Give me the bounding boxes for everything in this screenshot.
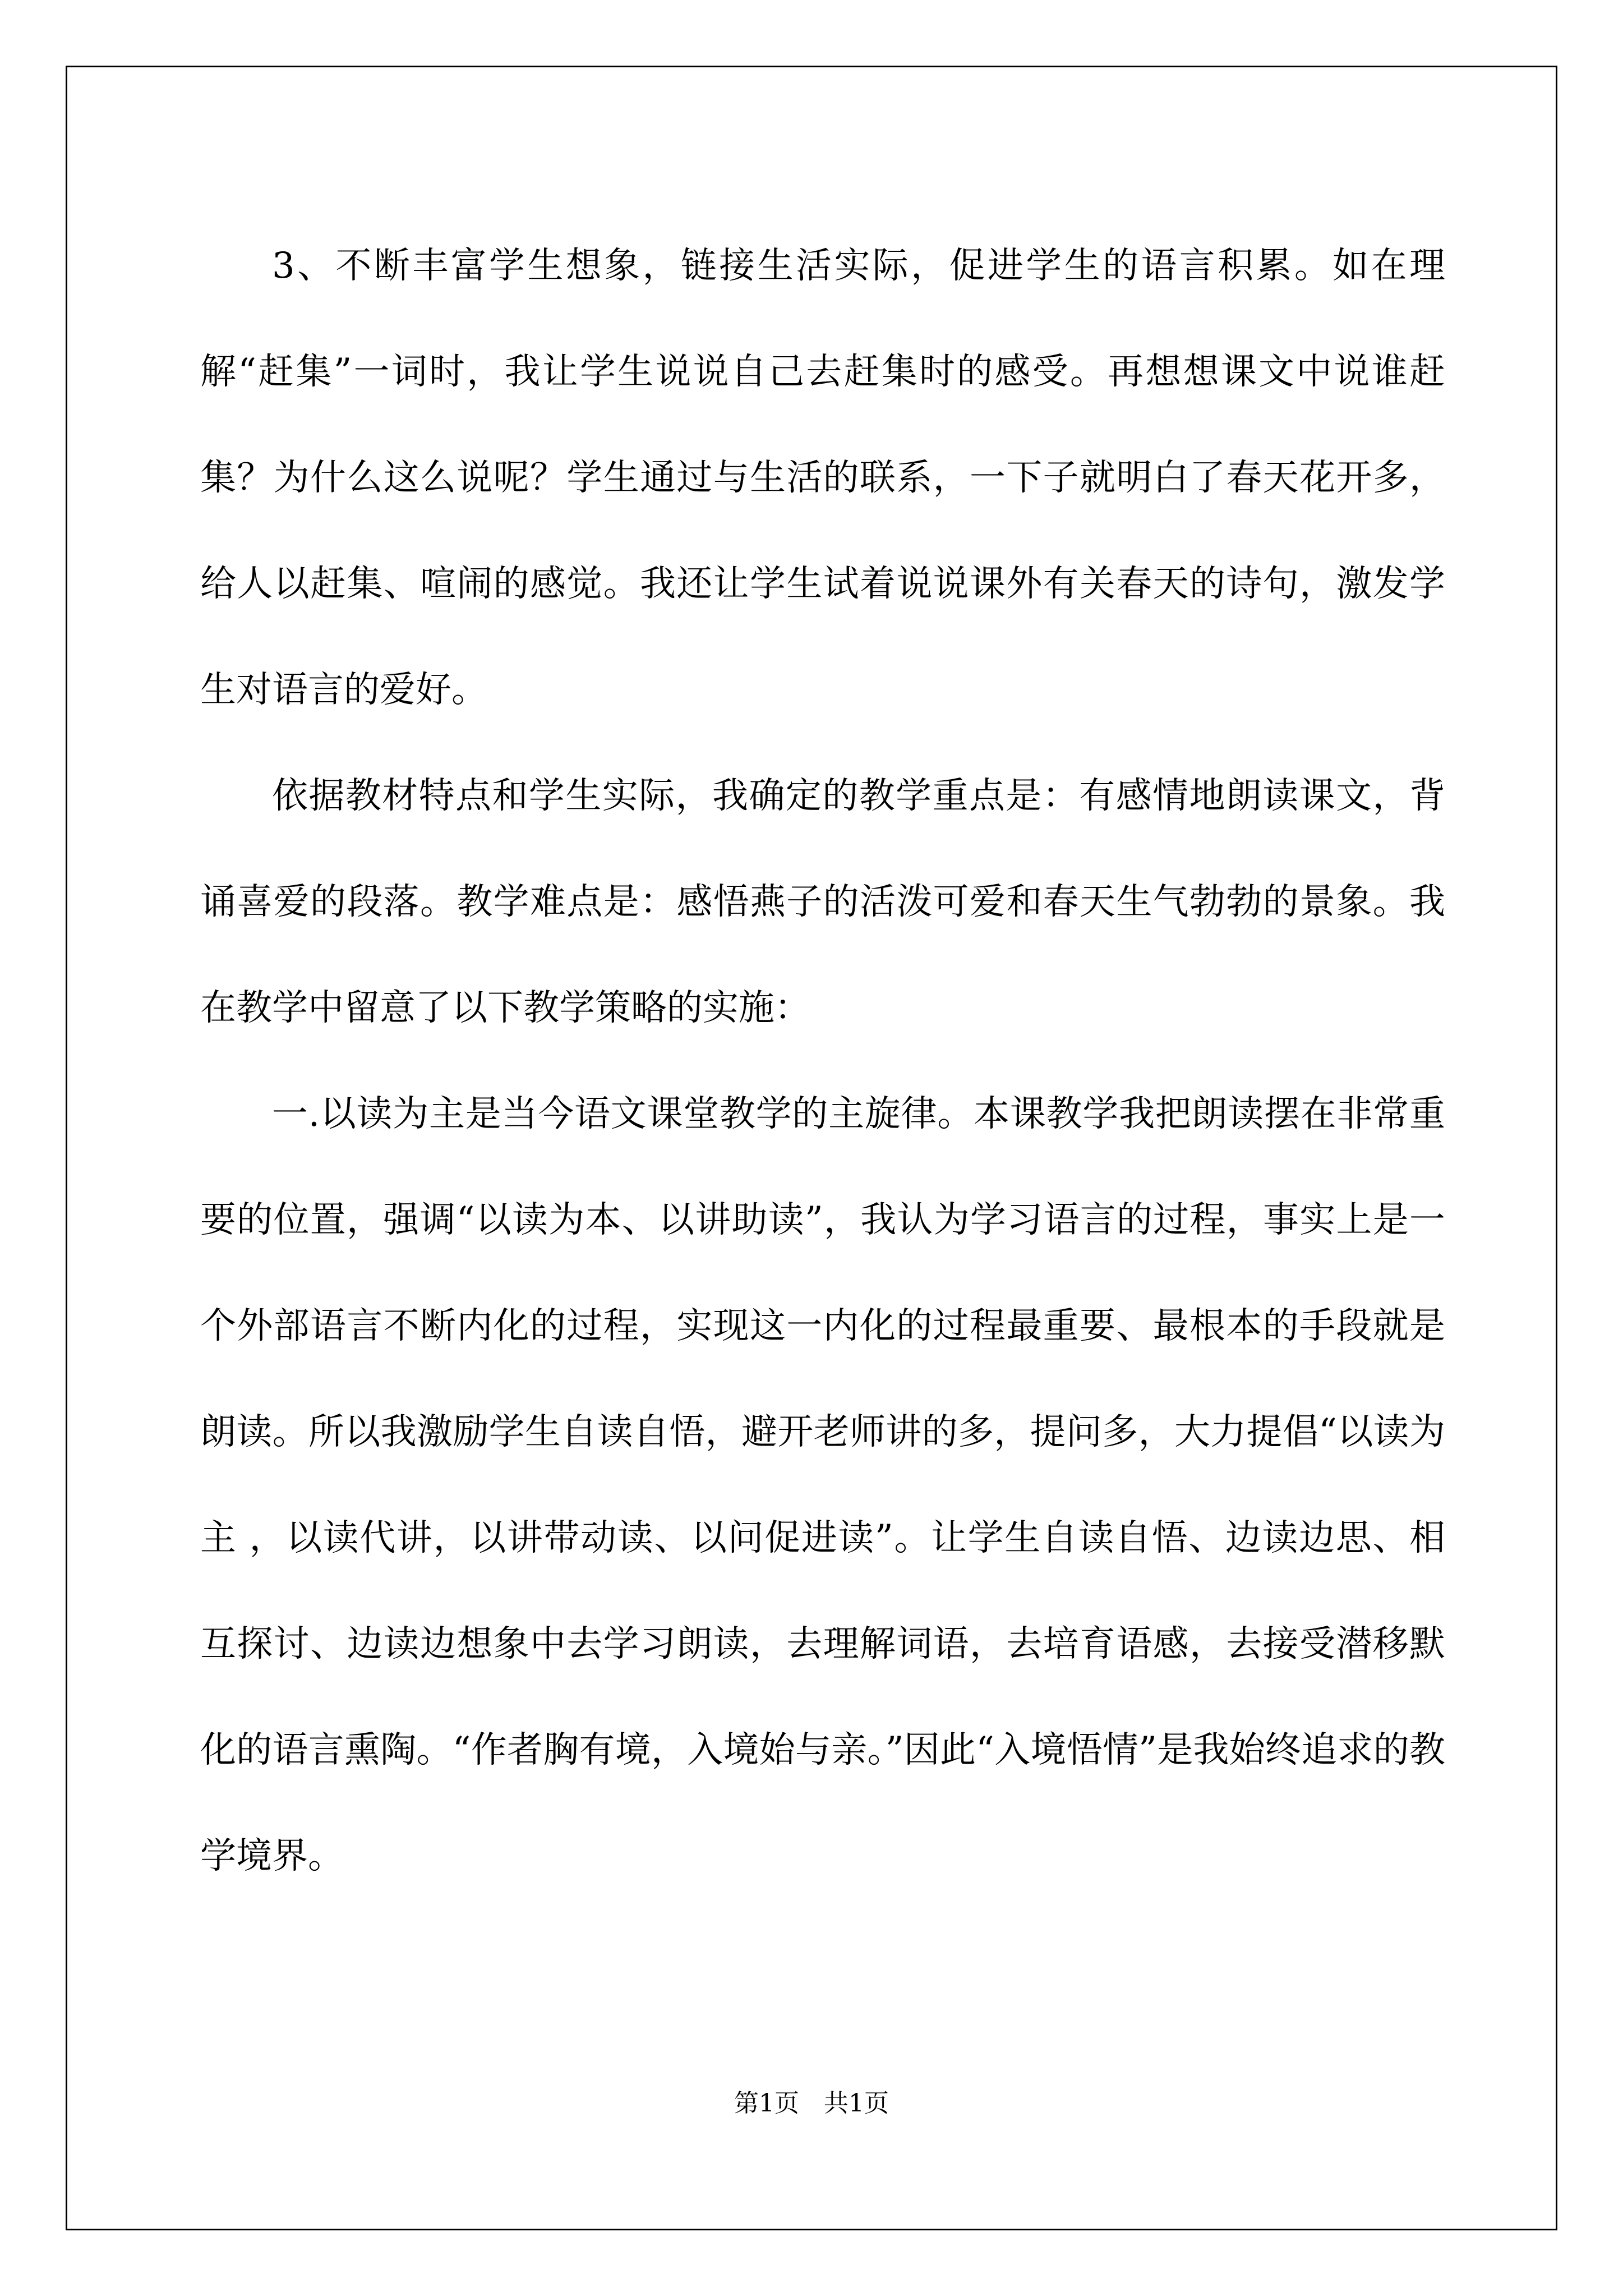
paragraph-2: 依据教材特点和学生实际，我确定的教学重点是：有感情地朗读课文，背诵喜爱的段落。教学难点是：感悟燕子的活泼可爱和春天生气勃勃的景象。我在教学中留意了以下教学策略的实施： [200,775,1445,1029]
document-body [200,213,1445,1910]
paragraph-1: 3、不断丰富学生想象，链接生活实际，促进学生的语言积累。如在理解“赶集”一词时，我让学生说说自己去赶集时的感受。再想想课文中说谁赶集？为什么这么说呢？学生通过与生活的联系，一下子就明白了春天花开多，给人以赶集、喧闹的感觉。我还让学生试着说说课外有关春天的诗句，激发学生对语言的爱好。 [200,245,1445,711]
paragraph-3: 一.以读为主是当今语文课堂教学的主旋律。本课教学我把朗读摆在非常重要的位置，强调“以读为本、以讲助读”，我认为学习语言的过程，事实上是一个外部语言不断内化的过程，实现这一内化的过程最重要、最根本的手段就是朗读。所以我激励学生自读自悟，避开老师讲的多，提问多，大力提倡“以读为主 ，以读代讲，以讲带动读、以问促进读”。让学生自读自悟、边读边思、相互探讨、边读边想象中去学习朗读，去理解词语，去培育语感，去接受潜移默化的语言熏陶。“作者胸有境，入境始与亲。”因此“入境悟情”是我始终追求的教学境界。 [200,1093,1445,1877]
page-footer: 第1页 共1页 [734,2089,889,2118]
